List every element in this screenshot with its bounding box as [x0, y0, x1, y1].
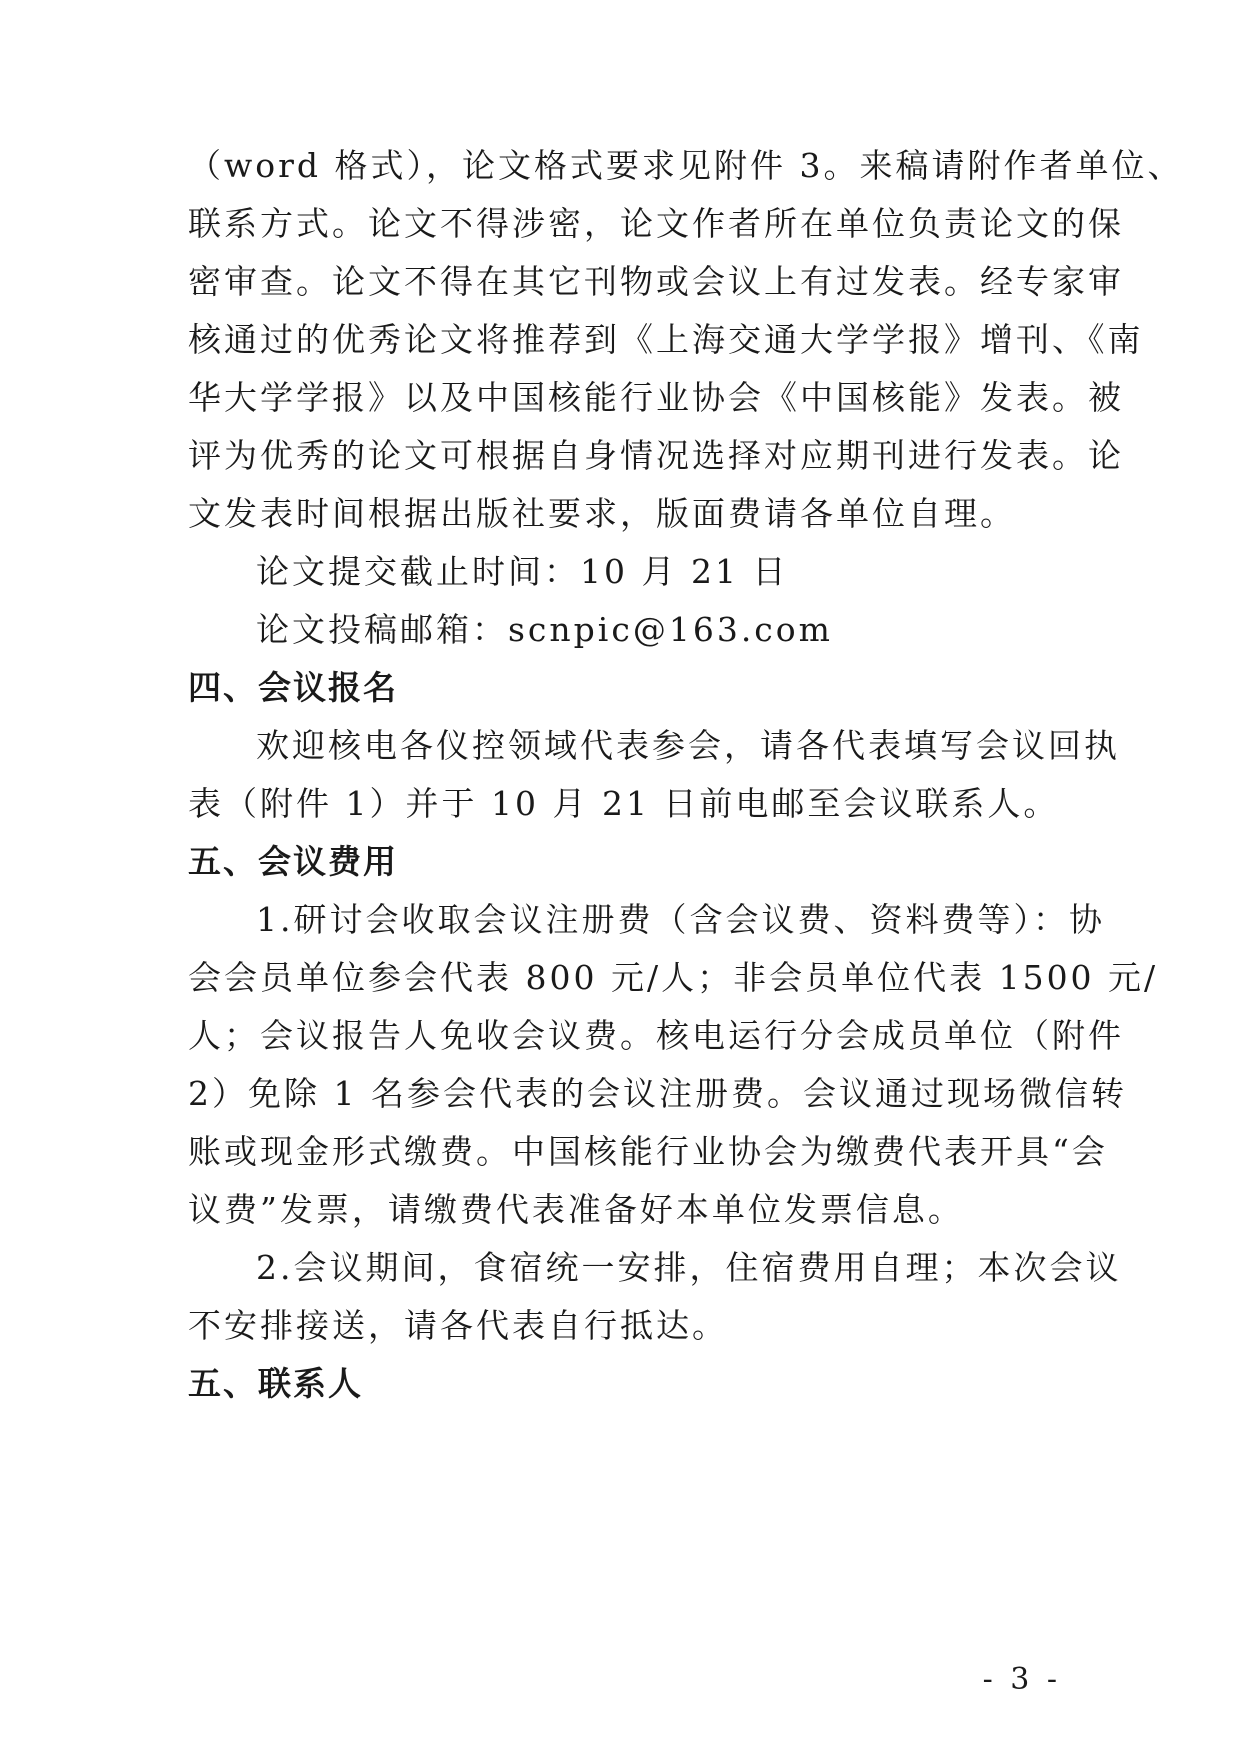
paragraph-line: 文发表时间根据出版社要求，版面费请各单位自理。 — [188, 494, 1016, 533]
paragraph-line: 人；会议报告人免收会议费。核电运行分会成员单位（附件 — [188, 1016, 1124, 1055]
deadline-line: 论文提交截止时间：10 月 21 日 — [256, 552, 789, 591]
paragraph-line: 华大学学报》以及中国核能行业协会《中国核能》发表。被 — [188, 378, 1124, 417]
page-number: - 3 - — [982, 1662, 1061, 1697]
paragraph-line: 欢迎核电各仪控领域代表参会，请各代表填写会议回执 — [256, 726, 1120, 765]
section-heading: 五、联系人 — [188, 1364, 363, 1403]
paragraph-line: 联系方式。论文不得涉密，论文作者所在单位负责论文的保 — [188, 204, 1124, 243]
email-line: 论文投稿邮箱：scnpic@163.com — [256, 610, 833, 649]
paragraph-line: 评为优秀的论文可根据自身情况选择对应期刊进行发表。论 — [188, 436, 1124, 475]
paragraph-line: 议费”发票，请缴费代表准备好本单位发票信息。 — [188, 1190, 964, 1229]
paragraph-line: 不安排接送，请各代表自行抵达。 — [188, 1306, 728, 1345]
paragraph-line: 密审查。论文不得在其它刊物或会议上有过发表。经专家审 — [188, 262, 1124, 301]
section-heading: 五、会议费用 — [188, 842, 398, 881]
paragraph-line: 核通过的优秀论文将推荐到《上海交通大学学报》增刊、《南 — [188, 320, 1144, 359]
paragraph-line: 账或现金形式缴费。中国核能行业协会为缴费代表开具“会 — [188, 1132, 1108, 1171]
paragraph-line: 会会员单位参会代表 800 元/人；非会员单位代表 1500 元/ — [188, 958, 1159, 997]
section-heading: 四、会议报名 — [188, 668, 398, 707]
paragraph-line: 2）免除 1 名参会代表的会议注册费。会议通过现场微信转 — [188, 1074, 1127, 1113]
paragraph-line: 2.会议期间，食宿统一安排，住宿费用自理；本次会议 — [256, 1248, 1122, 1287]
paragraph-line: 表（附件 1）并于 10 月 21 日前电邮至会议联系人。 — [188, 784, 1060, 823]
paragraph-line: （word 格式），论文格式要求见附件 3。来稿请附作者单位、 — [188, 146, 1184, 185]
paragraph-line: 1.研讨会收取会议注册费（含会议费、资料费等）：协 — [256, 900, 1105, 939]
